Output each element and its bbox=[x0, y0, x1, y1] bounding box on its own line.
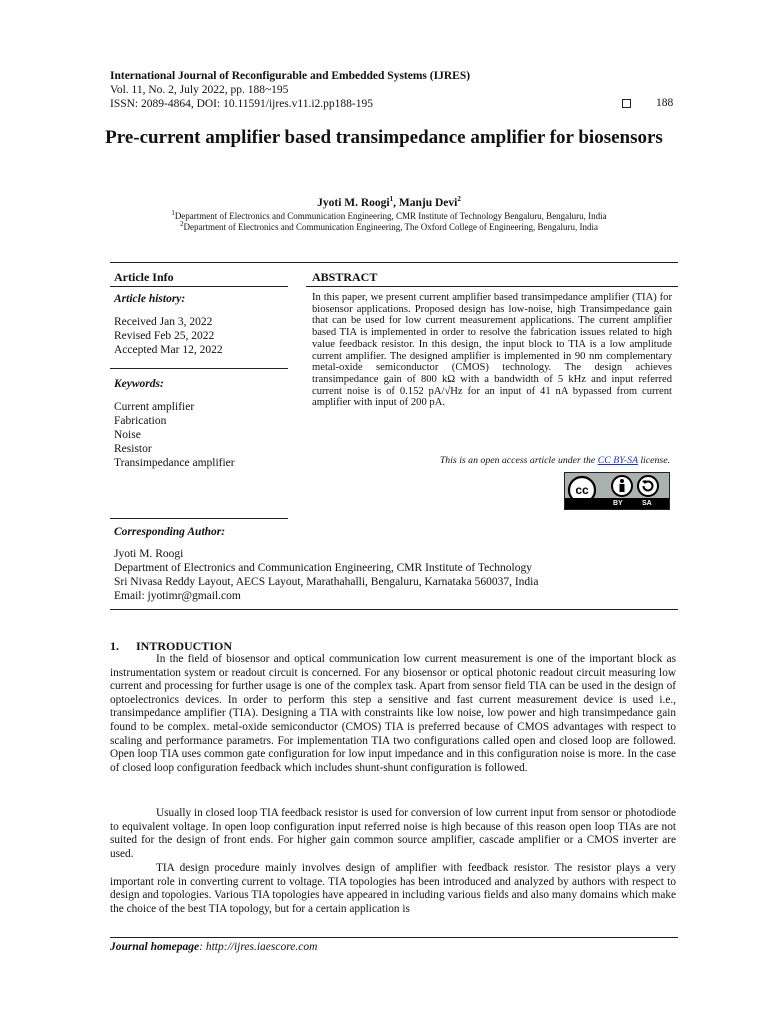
affiliation-1 bbox=[110, 211, 668, 222]
corresponding-bottom-rule bbox=[110, 609, 678, 610]
journal-issn-doi: ISSN: 2089-4864, DOI: 10.11591/ijres.v11.i2.pp188-195 bbox=[110, 98, 374, 110]
svg-text:cc: cc bbox=[575, 483, 589, 497]
license-prefix: This is an open access article under the bbox=[439, 455, 598, 466]
intro-paragraph-1: In the field of biosensor and optical communication low current measurement is one of the important block as instrumentation system or readout circuit is concerned. For any biosensor or optical photonic readout circuit measuring low current and processing for further usage is one of the complex task. Apart from sensor field TIA can be used in the design of optoelectronics devices. In order to perform this step a sensitive and fast current measurement device is used i.e., transimpedance amplifier (TIA). Designing a TIA with constraints like low noise, low power and high transimpedance gain found to be complex. metal-oxide semiconductor (CMOS) TIA is preferred because of CMOS advantages with respect to scaling and performance parametrs. For implementation TIA two configurations called open and closed loop are followed. Open loop TIA uses common gate configuration for low input impedance and in this configuration noise is more. In the case of closed loop configuration feedback which includes shunt-shunt configuration is followed. bbox=[110, 653, 676, 774]
license-suffix: license. bbox=[637, 455, 670, 466]
corresponding-author-label: Corresponding Author: bbox=[114, 526, 226, 538]
received-date: Received Jan 3, 2022 bbox=[114, 316, 213, 328]
keyword-item: Fabrication bbox=[114, 415, 167, 427]
section-heading-introduction bbox=[110, 639, 232, 654]
badge-by-label: BY bbox=[613, 500, 623, 507]
abstract-heading: ABSTRACT bbox=[312, 270, 378, 284]
intro-paragraph-3: TIA design procedure mainly involves design of amplifier with feedback resistor. The resistor plays a very important role in converting current to voltage. TIA topologies has been introduced and analyzed by authors with respect to design and topologies. Various TIA topologies have appeared in including various fields and also many domains which make the choice of the best TIA topology, but for a certain application is bbox=[110, 862, 676, 915]
affiliation-1-sup: 1 bbox=[171, 209, 175, 217]
keyword-item: Current amplifier bbox=[114, 401, 195, 413]
cc-by-sa-link[interactable]: CC BY-SA bbox=[597, 455, 638, 466]
author-separator: , bbox=[393, 197, 399, 209]
article-history-label: Article history: bbox=[114, 293, 186, 305]
keywords-label: Keywords: bbox=[114, 378, 164, 390]
article-info-heading: Article Info bbox=[114, 270, 174, 284]
footer-rule bbox=[110, 937, 678, 938]
affiliation-2-text: Department of Electronics and Communication Engineering, The Oxford College of Engineering, Bengaluru, India bbox=[183, 222, 598, 232]
page-number: 188 bbox=[656, 97, 674, 109]
abstract-text: In this paper, we present current amplifier based transimpedance amplifier (TIA) for biosensor applications. Proposed design has low-noise, high Transimpedance gain that can be used for low current measurement applications. The current amplifier based TIA is implemented in order to resolve the fabrication issues related to high value feedback resistor. In this design, the input block to TIA is a low amplitude current amplifier. The designed amplifier is implemented in 90 nm complementary metal-oxide semiconductor (CMOS) technology. The design achieves transimpedance gain of 800 kΩ with a bandwidth of 5 kHz and input referred current noise is of 0.152 pA/√Hz for an input of 41 nA bypassed from current amplifier with input of 200 pA. bbox=[312, 292, 672, 409]
license-statement bbox=[312, 455, 670, 466]
author-2-sup: 2 bbox=[457, 195, 461, 204]
paper-title: Pre-current amplifier based transimpedance amplifier for biosensors bbox=[105, 127, 663, 148]
affiliation-1-text: Department of Electronics and Communication Engineering, CMR Institute of Technology Bengaluru, Bengaluru, India bbox=[174, 211, 607, 221]
journal-name: International Journal of Reconfigurable and Embedded Systems (IJRES) bbox=[110, 70, 471, 82]
keyword-item: Transimpedance amplifier bbox=[114, 457, 235, 469]
author-1-sup: 1 bbox=[389, 195, 394, 204]
cc-license-badge[interactable] bbox=[564, 472, 670, 510]
info-top-rule bbox=[110, 262, 678, 263]
journal-homepage-label: Journal homepage bbox=[110, 941, 200, 953]
abstract-rule bbox=[306, 286, 678, 287]
journal-volume: Vol. 11, No. 2, July 2022, pp. 188~195 bbox=[110, 84, 289, 96]
corresponding-department: Department of Electronics and Communication Engineering, CMR Institute of Technology bbox=[114, 562, 533, 574]
sa-share-icon bbox=[638, 476, 658, 496]
by-person-icon bbox=[612, 476, 632, 496]
keyword-item: Resistor bbox=[114, 443, 152, 455]
section-number: 1. bbox=[110, 639, 119, 653]
keyword-item: Noise bbox=[114, 429, 141, 441]
corresponding-name: Jyoti M. Roogi bbox=[114, 548, 184, 560]
corresponding-email: Email: jyotimr@gmail.com bbox=[114, 590, 241, 602]
author-2: Manju Devi bbox=[398, 197, 458, 209]
square-bullet-icon bbox=[622, 99, 631, 108]
badge-sa-label: SA bbox=[642, 500, 652, 507]
keywords-rule bbox=[110, 368, 288, 369]
section-title: INTRODUCTION bbox=[136, 639, 233, 653]
intro-paragraph-2: Usually in closed loop TIA feedback resistor is used for conversion of low current input from sensor or photodiode to equivalent voltage. In open loop configuration input referred noise is high because of this reason open loop TIAs are not suited for the design of front ends. For higher gain common source amplifier, cascade amplifier or a CMOS inverter are used. bbox=[110, 807, 676, 860]
info-left-rule bbox=[110, 286, 288, 287]
journal-homepage-url[interactable]: http://ijres.iaescore.com bbox=[205, 941, 318, 953]
journal-homepage-colon: : bbox=[199, 941, 206, 953]
accepted-date: Accepted Mar 12, 2022 bbox=[114, 344, 223, 356]
corresponding-top-rule bbox=[110, 518, 288, 519]
corresponding-address: Sri Nivasa Reddy Layout, AECS Layout, Marathahalli, Bengaluru, Karnataka 560037, India bbox=[114, 576, 539, 588]
affiliation-2-sup: 2 bbox=[180, 220, 184, 228]
cc-icon bbox=[569, 477, 595, 499]
revised-date: Revised Feb 25, 2022 bbox=[114, 330, 215, 342]
cc-icons bbox=[565, 473, 669, 499]
affiliation-2 bbox=[110, 222, 668, 233]
author-list bbox=[110, 197, 668, 209]
author-1: Jyoti M. Roogi bbox=[317, 197, 390, 209]
journal-homepage bbox=[110, 941, 317, 953]
